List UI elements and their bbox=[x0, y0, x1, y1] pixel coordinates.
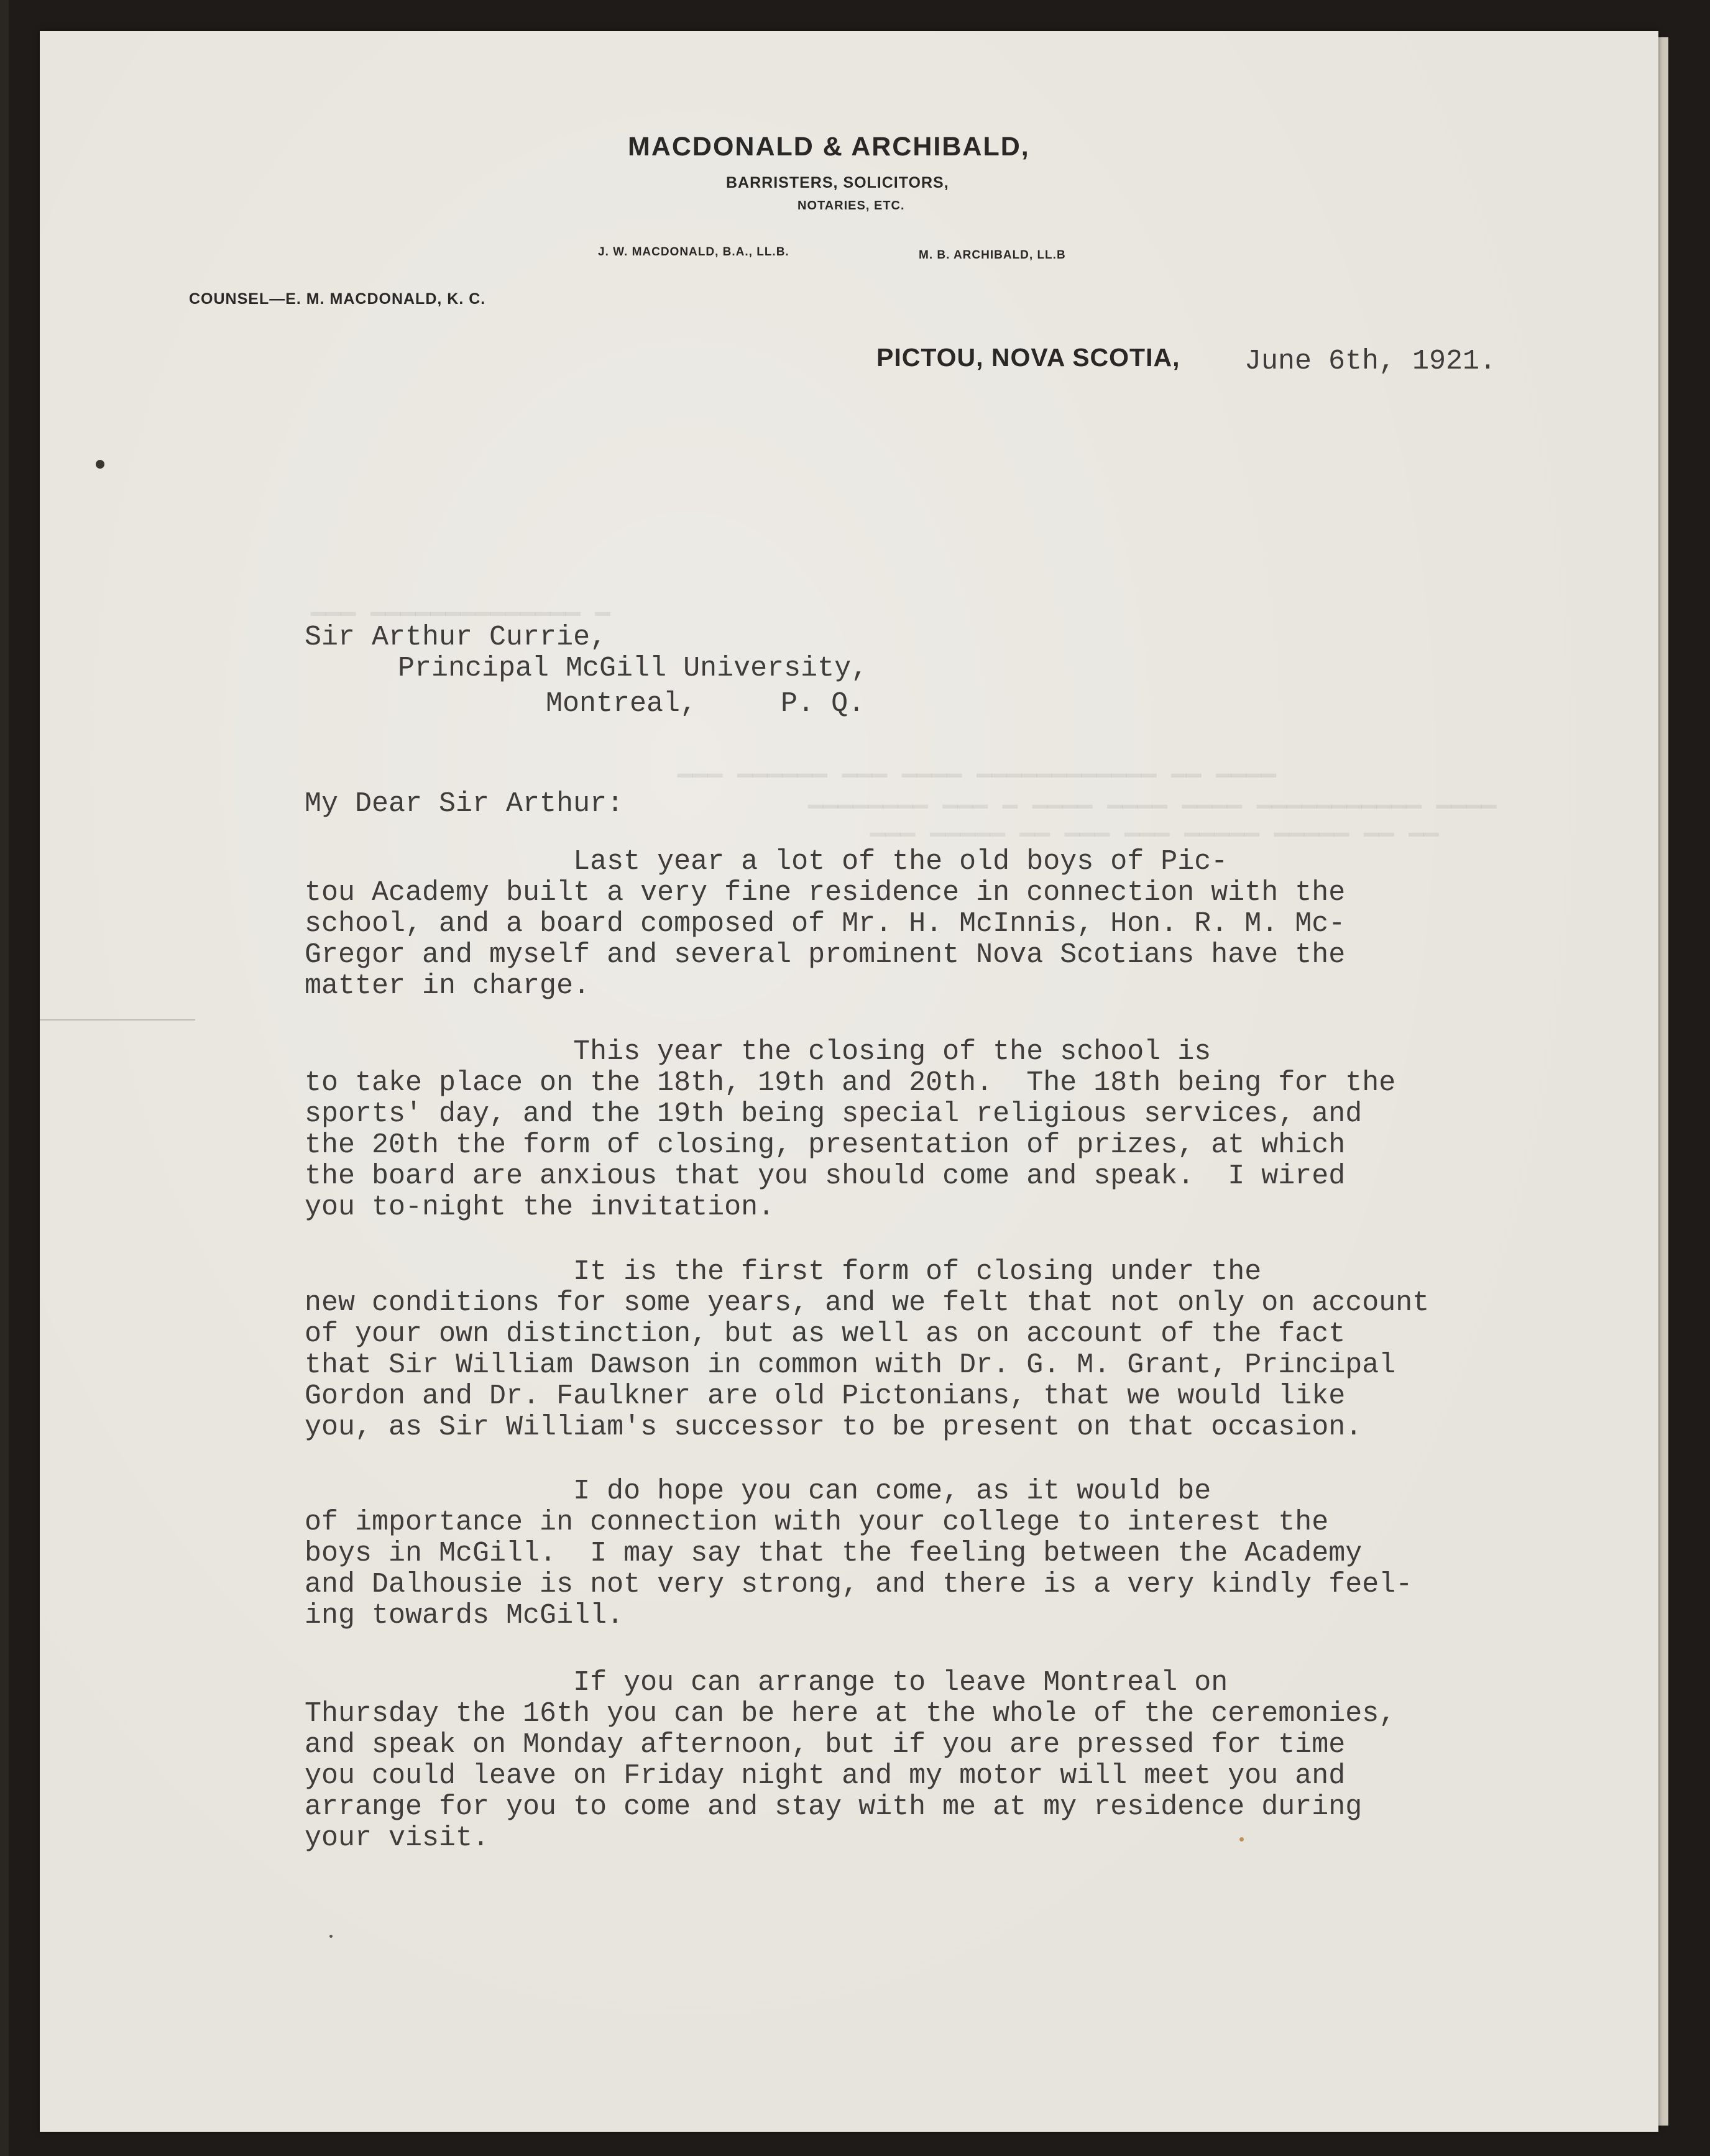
body-line: It is the first form of closing under the bbox=[305, 1256, 1262, 1288]
body-line: ing towards McGill. bbox=[305, 1600, 624, 1631]
recipient-address-line: Montreal, P. Q. bbox=[546, 688, 865, 720]
body-line: to take place on the 18th, 19th and 20th. The 18th being for the bbox=[305, 1067, 1396, 1099]
body-line: and speak on Monday afternoon, but if you are pressed for time bbox=[305, 1729, 1346, 1761]
body-line: and Dalhousie is not very strong, and there is a very kindly feel- bbox=[305, 1569, 1413, 1600]
body-line: the 20th the form of closing, presentation of prizes, at which bbox=[305, 1129, 1346, 1161]
body-line: arrange for you to come and stay with me at my residence during bbox=[305, 1791, 1363, 1823]
recipient-address-line: Principal McGill University, bbox=[398, 653, 868, 684]
body-line: you to-night the invitation. bbox=[305, 1191, 775, 1223]
letterhead-profession-2: NOTARIES, ETC. bbox=[798, 199, 905, 213]
paper-fold-line bbox=[40, 1019, 195, 1021]
body-paragraph bbox=[305, 1257, 1585, 1443]
letterhead-firm-name: MACDONALD & ARCHIBALD, bbox=[628, 132, 1030, 162]
body-line: If you can arrange to leave Montreal on bbox=[305, 1667, 1228, 1699]
salutation: My Dear Sir Arthur: bbox=[305, 788, 624, 820]
letterhead-place: PICTOU, NOVA SCOTIA, bbox=[876, 343, 1180, 372]
letterhead-profession: BARRISTERS, SOLICITORS, bbox=[726, 174, 949, 191]
body-line: boys in McGill. I may say that the feeling between the Academy bbox=[305, 1538, 1363, 1569]
show-through-mark: ▁▁▁ ▁▁▁▁▁ ▁▁ ▁▁▁ ▁▁▁ ▁▁▁▁▁ ▁▁▁▁▁ ▁▁ ▁▁ bbox=[870, 810, 1439, 838]
body-line: I do hope you can come, as it would be bbox=[305, 1475, 1211, 1507]
body-line: school, and a board composed of Mr. H. McInnis, Hon. R. M. Mc- bbox=[305, 908, 1346, 940]
paper-stain bbox=[1239, 1837, 1244, 1842]
letterhead-counsel: COUNSEL—E. M. MACDONALD, K. C. bbox=[189, 290, 486, 308]
body-line: This year the closing of the school is bbox=[305, 1036, 1211, 1068]
punch-hole-mark bbox=[96, 460, 104, 469]
body-line: of importance in connection with your college to interest the bbox=[305, 1507, 1329, 1538]
body-line: your visit. bbox=[305, 1822, 490, 1854]
letter-date: June 6th, 1921. bbox=[1244, 346, 1497, 377]
letterhead-partner-2: M. B. ARCHIBALD, LL.B bbox=[919, 249, 1066, 262]
body-line: Gregor and myself and several prominent Nova Scotians have the bbox=[305, 939, 1346, 971]
show-through-mark: ▁▁▁ ▁▁▁▁▁▁ ▁▁▁ ▁▁▁▁ ▁▁▁▁▁▁▁▁▁▁▁▁ ▁▁ ▁▁▁▁ bbox=[678, 751, 1276, 779]
body-line: new conditions for some years, and we felt that not only on account bbox=[305, 1287, 1430, 1319]
body-line: that Sir William Dawson in common with Dr. G. M. Grant, Principal bbox=[305, 1349, 1396, 1381]
body-line: you could leave on Friday night and my motor will meet you and bbox=[305, 1760, 1346, 1792]
body-line: the board are anxious that you should come and speak. I wired bbox=[305, 1160, 1346, 1192]
body-paragraph bbox=[305, 1037, 1585, 1223]
show-through-mark: ▁▁▁ ▁▁▁▁▁▁▁▁▁▁▁▁▁▁ ▁ bbox=[311, 590, 610, 618]
body-paragraph bbox=[305, 1667, 1585, 1854]
body-line: sports' day, and the 19th being special religious services, and bbox=[305, 1098, 1363, 1130]
letterhead-partner-1: J. W. MACDONALD, B.A., LL.B. bbox=[598, 245, 789, 259]
body-line: of your own distinction, but as well as on account of the fact bbox=[305, 1318, 1346, 1350]
body-line: you, as Sir William's successor to be present on that occasion. bbox=[305, 1411, 1363, 1443]
body-paragraph bbox=[305, 1476, 1585, 1631]
recipient-address-line: Sir Arthur Currie, bbox=[305, 622, 607, 653]
body-line: Thursday the 16th you can be here at the whole of the ceremonies, bbox=[305, 1698, 1396, 1730]
body-paragraph bbox=[305, 846, 1585, 1002]
paper-speck bbox=[329, 1935, 333, 1938]
paper-edge bbox=[1658, 37, 1668, 2126]
body-line: matter in charge. bbox=[305, 970, 591, 1002]
body-line: Gordon and Dr. Faulkner are old Pictonians, that we would like bbox=[305, 1380, 1346, 1412]
body-line: tou Academy built a very fine residence in connection with the bbox=[305, 877, 1346, 909]
show-through-mark: ▁▁▁▁▁▁▁▁ ▁▁▁ ▁ ▁▁▁▁ ▁▁▁▁ ▁▁▁▁ ▁▁▁▁▁▁▁▁▁▁▁ ▁▁▁▁ bbox=[808, 782, 1497, 810]
body-line: Last year a lot of the old boys of Pic- bbox=[305, 846, 1228, 878]
